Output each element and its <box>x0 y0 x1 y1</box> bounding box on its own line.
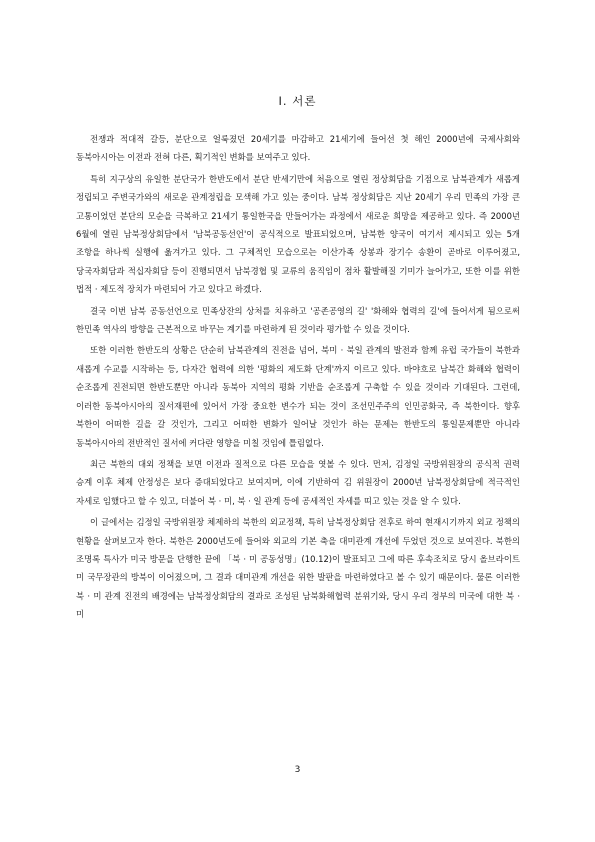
paragraph-1: 전쟁과 적대적 갈등, 분단으로 얼룩졌던 20세기를 마감하고 21세기에 들어선 첫 해인 2000년에 국제사회와 동북아시아는 이전과 전혀 다른, 획기적인 변화를 보여주고 있다. <box>76 134 520 163</box>
page-number: 3 <box>294 765 301 775</box>
paragraph-6: 이 글에서는 김정일 국방위원장 체제하의 북한의 외교정책, 특히 남북정상회담 전후로 하여 현재시기까지 외교 정책의 현황을 살펴보고자 한다. 북한은 2000년도에 들어와 외교의 기본 축을 대미관계 개선에 두었던 것으로 보여진다. 북한의 조명록 특사가 미국 방문을 단행한 끝에 「북 · 미 공동성명」(10.12)이 발표되고 그에 따른 후속조치로 당시 올브라이트 미 국무장관의 방북이 이어졌으며, 그 결과 대미관계 개선을 위한 발판을 마련하였다고 볼 수 있기 때문이다. 물론 이러한 북 · 미 관계 진전의 배경에는 남북정상회담의 결과로 조성된 남북화해협력 분위기와, 당시 우리 정부의 미국에 대한 북 · 미 <box>76 517 520 620</box>
paragraph-2: 특히 지구상의 유일한 분단국가 한반도에서 분단 반세기만에 처음으로 열린 정상회담을 기점으로 남북관계가 새롭게 정립되고 주변국가와의 새로운 관계정립을 모색해 가고 있는 중이다. 남북 정상회담은 지난 20세기 우리 민족의 가장 큰 고통이었던 분단의 모순을 극복하고 21세기 통일한국을 만들어가는 과정에서 새로운 희망을 제공하고 있다. 즉 2000년 6월에 열린 남북정상회담에서 '남북공동선언'이 공식적으로 발표되었으며, 남북한 양국이 여기서 제시되고 있는 5개 조항을 하나씩 실행에 옮겨가고 있다. 그 구체적인 모습으로는 이산가족 상봉과 장기수 송환이 곧바로 이루어졌고, 당국자회담과 적십자회담 등이 진행되면서 남북경협 및 교류의 움직임이 점차 활발해질 기미가 늘어가고, 또한 이를 위한 법적 · 제도적 장치가 마련되어 가고 있다고 하겠다. <box>76 173 520 295</box>
paragraph-3: 결국 이번 남북 공동선언으로 민족상잔의 상처를 치유하고 '공존공영의 길' '화해와 협력의 길'에 들어서게 됨으로써 한민족 역사의 방향을 근본적으로 바꾸는 계기를 마련하게 된 것이라 평가할 수 있을 것이다. <box>76 305 520 335</box>
section-title: Ⅰ. 서론 <box>278 94 317 108</box>
body-text <box>76 130 520 627</box>
paragraph-5: 최근 북한의 대외 정책을 보면 이전과 질적으로 다른 모습을 엿볼 수 있다. 먼저, 김정일 국방위원장의 공식적 권력 승계 이후 체제 안정성은 보다 증대되었다고 보여지며, 이에 기반하여 김 위원장이 2000년 남북정상회담에 적극적인 자세로 임했다고 할 수 있고, 더불어 북 · 미, 북 · 일 관계 등에 공세적인 자세를 띠고 있는 것을 알 수 있다. <box>76 458 520 506</box>
paragraph-4: 또한 이러한 한반도의 상황은 단순히 남북관계의 진전을 넘어, 북미 · 북일 관계의 발전과 함께 유럽 국가들이 북한과 새롭게 수교를 시작하는 등, 다자간 협력에 의한 '평화의 제도화 단계'까지 이르고 있다. 바야흐로 남북간 화해와 협력이 순조롭게 진전되면 한반도뿐만 아니라 동북아 지역의 평화 기반을 순조롭게 구축할 수 있을 것이라 기대된다. 그런데, 이러한 동북아시아의 질서재편에 있어서 가장 중요한 변수가 되는 것이 조선민주주의 인민공화국, 즉 북한이다. 향후 북한이 어떠한 길을 갈 것인가, 그리고 어떠한 변화가 일어날 것인가 하는 문제는 한반도의 통일문제뿐만 아니라 동북아시아의 전반적인 질서에 커다란 영향을 미칠 것임에 틀림없다. <box>76 345 520 448</box>
